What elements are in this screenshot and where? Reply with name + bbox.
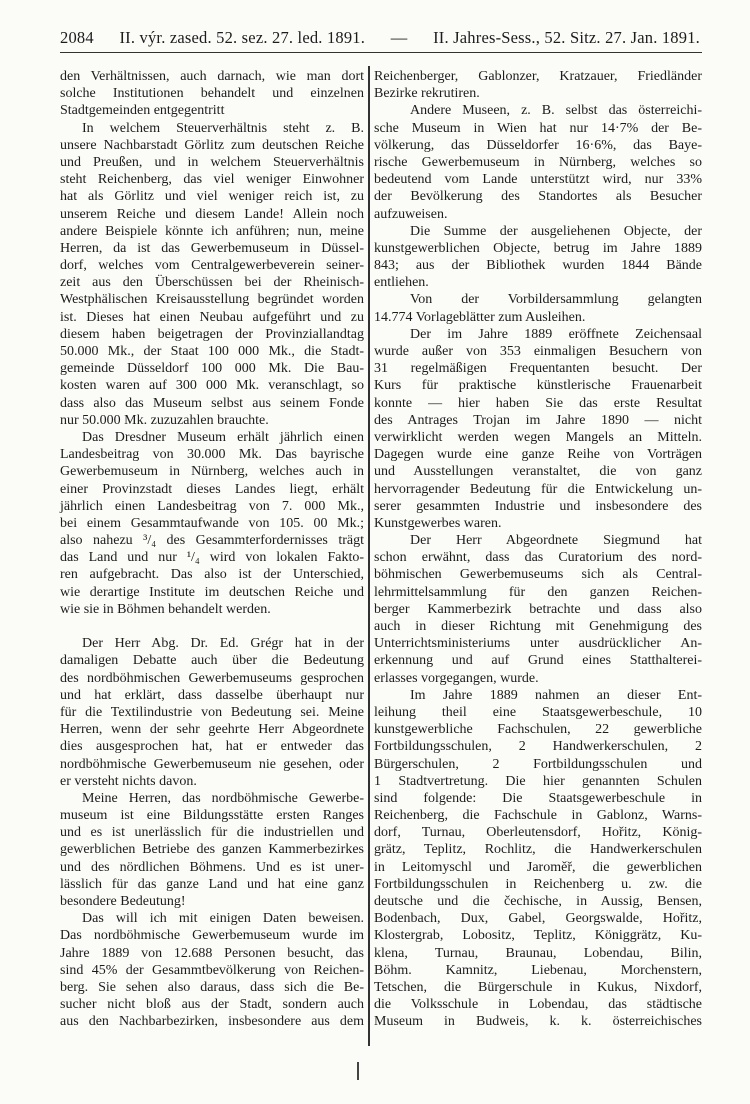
text-line: das Land und nur ¹/₄ wird von lokalen Fakto- [60, 550, 364, 566]
text-line: Fortbildungsschulen, 2 Handwerkerschulen, 2 [374, 739, 702, 755]
text-line: völkerung, das Düsseldorfer 16·6%, das Baye- [374, 137, 702, 153]
text-line: des Antrages Trojan im Jahre 1890 — nicht [374, 412, 702, 428]
paragraph [60, 120, 364, 429]
paragraph [60, 790, 364, 910]
text-line: erkennung und auf Grund eines Statthalterei- [374, 653, 702, 669]
print-mark [357, 1062, 359, 1080]
text-line: wurde außer von 353 einmaligen Besuchern von [374, 344, 702, 359]
text-line: dass also das Museum selbst aus seinem Fonde [60, 395, 364, 411]
text-line: leihung theil eine Staatsgewerbeschule, 10 [374, 704, 702, 720]
paragraph [374, 223, 702, 292]
text-line: Bürgerschulen, 2 Fortbildungsschulen und [374, 756, 702, 772]
text-line: Das will ich mit einigen Daten beweisen. [82, 911, 364, 927]
text-line: für die Textilindustrie von Bedeutung sei. Meine [60, 704, 364, 720]
running-header [60, 28, 700, 50]
text-line: hervorragender Bedeutung für die Entwickelung un- [374, 481, 702, 497]
text-line: jährlich einen Landesbeitrag von 7. 000 Mk., [60, 498, 364, 514]
text-line: Reichenberg, die Fachschule in Gablonz, Warns- [374, 808, 702, 824]
text-line: wie derartige Institute im deutschen Reiche und [60, 584, 364, 600]
header-rule [60, 52, 702, 53]
text-line: gewerblichen Betriebe des ganzen Kammerbezirkes [60, 842, 364, 858]
text-line: sche Museum in Wien hat nur 14·7% der Be- [374, 120, 702, 136]
text-line: und es ist unerlässlich für die industriellen und [60, 825, 364, 841]
text-line: Die Summe der ausgeliehenen Objecte, der [410, 223, 702, 239]
text-line: entliehen. [374, 275, 429, 291]
text-line: er versteht nichts davon. [60, 773, 197, 789]
text-line: Das nordböhmische Gewerbemuseum wurde im [60, 928, 364, 944]
paragraph [374, 326, 702, 532]
text-line: lehrmittelsammlung für den ganzen Reichen- [374, 584, 702, 600]
text-line: Der im Jahre 1889 eröffnete Zeichensaal [410, 326, 702, 342]
text-line: Kurs für praktische künstlerische Frauenarbeit [374, 378, 702, 394]
text-line: Dagegen wurde eine ganze Reihe von Vorträgen [374, 447, 702, 463]
paragraph [374, 532, 702, 687]
text-line: dies ausgesprochen hat, hat er entweder das [60, 739, 364, 755]
text-line: die Volksschule in Lobendau, das städtische [374, 997, 702, 1013]
text-line: kosten waren auf 300 000 Mk. veranschlagt, so [60, 378, 364, 394]
paragraph [374, 687, 702, 1031]
text-line: sind 45% der Gesammtbevölkerung von Reichen- [60, 962, 364, 978]
text-line: grätz, Teplitz, Rochlitz, die Handwerkerschulen [374, 842, 702, 858]
text-line: in Leitomyschl und Jaroměř, die gewerblichen [374, 859, 702, 875]
text-line: kunstgewerbliche Fachschulen, 22 gewerbliche [374, 722, 702, 738]
text-line: den Verhältnissen, auch darnach, wie man dort [60, 69, 364, 84]
text-line: Im Jahre 1889 nahmen an dieser Ent- [410, 687, 702, 703]
text-line: aufzuweisen. [374, 206, 448, 222]
text-line: Jahre 1889 von 12.688 Personen besucht, das [60, 945, 364, 961]
text-line: Fortbildungsschulen in Reichenberg u. zw. die [374, 876, 702, 892]
text-line: des nordböhmischen Gewerbemuseums gesprochen [60, 670, 364, 686]
text-line: Der Herr Abg. Dr. Ed. Grégr hat in der [82, 636, 364, 652]
text-line: 14.774 Vorlageblätter zum Ausleihen. [374, 309, 586, 325]
german-session-info: II. Jahres-Sess., 52. Sitz. 27. Jan. 1891. [433, 28, 700, 47]
text-line: serer gesammten Industrie und insbesondere des [374, 498, 702, 514]
text-line: auch in dieser Richtung mit Genehmigung des [374, 619, 702, 634]
page-number: 2084 [60, 28, 94, 47]
text-line: wie sie in Böhmen behandelt werden. [60, 601, 271, 617]
text-line: aus den Nachbarbezirken, insbesondere aus dem [60, 1014, 364, 1030]
text-line: deutsche und die čechische, in Aussig, Bensen, [374, 894, 702, 909]
paragraph [374, 68, 702, 102]
paragraph [60, 635, 364, 790]
text-line: ren aufgebracht. Das also ist der Unterschied, [60, 567, 364, 583]
text-line: Stadtgemeinden entgegentritt [60, 103, 225, 119]
text-line: verwirklicht werden wegen Mangels an Mitteln. [374, 429, 702, 445]
text-line: Von der Vorbildersammlung gelangten [410, 292, 702, 308]
text-line: unserem Reiche und diesem Lande! Allein noch [60, 206, 364, 222]
text-line: Tetschen, die Bürgerschule in Kukus, Nixdorf, [374, 979, 702, 995]
text-line: und Ausstellungen veranstaltet, die von ganz [374, 464, 702, 480]
text-line: Gewerbemuseum in Nürnberg, welches auch in [60, 464, 364, 480]
text-line: der Bevölkerung des Standortes als Besucher [374, 189, 702, 205]
text-line: hat als Görlitz und viel weniger reich ist, zu [60, 189, 364, 205]
text-line: Meine Herren, das nordböhmische Gewerbe- [82, 790, 364, 806]
text-line: museum ist eine Bildungsstätte ersten Ranges [60, 808, 364, 824]
text-line: Der Herr Abgeordnete Siegmund hat [410, 533, 702, 549]
text-line: nordböhmische Gewerbemuseum nie gesehen, oder [60, 756, 364, 772]
czech-session-info: II. výr. zased. 52. sez. 27. led. 1891. [119, 28, 366, 47]
text-line: dorf, welches vom Centralgewerbeverein seiner- [60, 258, 364, 274]
text-line: berger Kammerbezirk betrachte und dass also [374, 601, 702, 617]
text-line: zeit aus den Überschüssen bei der Rheinisch- [60, 275, 364, 291]
text-line: klena, Turnau, Braunau, Lobendau, Bilin, [374, 945, 702, 961]
text-line: bei einem Gesammtaufwande von 105. 00 Mk.; [60, 515, 364, 531]
text-line: 843; aus der Bibliothek wurden 1844 Bände [374, 258, 702, 274]
text-line: konnte — hier haben Sie das erste Resultat [374, 395, 702, 411]
text-line: 31 regelmäßigen Frequentanten besucht. Der [374, 361, 702, 377]
text-line: 1 Stadtvertretung. Die hier genannten Schulen [374, 773, 702, 789]
text-line: unsere Nachbarstadt Görlitz zum deutschen Reiche [60, 137, 364, 153]
text-line: einer Provinzstadt dieses Landes liegt, erhält [60, 481, 364, 497]
text-line: In welchem Steuerverhältnis steht z. B. [82, 120, 364, 136]
text-line: und Preußen, und in welchem Steuerverhältnis [60, 154, 364, 170]
text-line: schon erwähnt, dass das Curatorium des nord- [374, 550, 702, 566]
text-line: Unterrichtsministeriums unter ausdrücklicher An- [374, 636, 702, 652]
text-line: andere Beispiele könnte ich anführen; nun, meine [60, 223, 364, 239]
text-line: lässlich für das ganze Land und hat eine ganz [60, 876, 364, 892]
text-line: diesem haben beigetragen der Provinziallandtag [60, 326, 364, 342]
text-line: also nahezu ³/₄ des Gesammterfordernisses trägt [60, 533, 364, 549]
text-line: böhmischen Gewerbemuseums sich als Central- [374, 567, 702, 583]
text-line: besondere Bedeutung! [60, 894, 186, 909]
text-line: kunstgewerblichen Objecte, betrug im Jahre 1889 [374, 240, 702, 256]
paragraph [374, 102, 702, 222]
text-line: Westphälischen Kreisausstellung begründet worden [60, 292, 364, 308]
text-line: Bezirke rekrutiren. [374, 86, 480, 102]
text-line: damaligen Debatte auch über die Bedeutung [60, 653, 364, 669]
text-line: und des nördlichen Böhmens. Und es ist uner- [60, 859, 364, 875]
text-line: sind folgende: Die Staatsgewerbeschule in [374, 790, 702, 806]
text-line: Landesbeitrag von 30.000 Mk. Das bayrische [60, 447, 364, 463]
text-line: berg. Sie sehen also daraus, dass sich die Be- [60, 979, 364, 995]
text-line: Reichenberger, Gablonzer, Kratzauer, Friedländer [374, 69, 702, 84]
text-line: Das Dresdner Museum erhält jährlich einen [82, 429, 364, 445]
column-divider [368, 66, 370, 1046]
text-line: Andere Museen, z. B. selbst das österreichi- [410, 103, 702, 119]
text-line: Bodenbach, Dux, Gabel, Georgswalde, Hořitz, [374, 911, 702, 927]
text-line: ist. Dieses hat einen Neubau aufgeführt und zu [60, 309, 364, 325]
text-line: Böhm. Kamnitz, Liebenau, Morchenstern, [374, 962, 702, 978]
left-column [60, 68, 364, 1031]
text-line: Herren, da ist das Gewerbemuseum in Düssel- [60, 240, 364, 256]
paragraph [60, 429, 364, 618]
paragraph [374, 291, 702, 325]
text-line: bedeutend vom Lande unterstützt wird, nur 33% [374, 172, 702, 188]
text-line: Klostergrab, Lobositz, Teplitz, Königgrätz, Ku- [374, 928, 702, 944]
text-line: und hat erklärt, dass dasselbe überhaupt nur [60, 687, 364, 703]
text-line: Kunstgewerbes waren. [374, 515, 502, 531]
text-line: Herren, wenn der sehr geehrte Herr Abgeordnete [60, 722, 364, 738]
text-line: sucher nicht bloß aus der Stadt, sondern auch [60, 997, 364, 1013]
header-dash: — [390, 28, 408, 47]
right-column [374, 68, 702, 1031]
text-line: nur 50.000 Mk. zuzuzahlen brauchte. [60, 412, 269, 428]
text-line: dorf, Turnau, Oberleutensdorf, Hořitz, König- [374, 825, 702, 841]
text-line: gemeinde Düsseldorf 100 000 Mk. Die Bau- [60, 361, 364, 377]
text-line: Museum in Budweis, k. k. österreichisches [374, 1014, 702, 1030]
text-line: rische Gewerbemuseum in Nürnberg, welches so [374, 154, 702, 170]
text-line: solche Institutionen behandelt und einzelnen [60, 86, 364, 102]
text-line: erlasses vorgegangen, wurde. [374, 670, 539, 686]
paragraph [60, 68, 364, 120]
text-line: 50.000 Mk., der Staat 100 000 Mk., die Stadt- [60, 344, 364, 359]
text-line: steht Reichenberg, das viel weniger Einwohner [60, 172, 364, 188]
paragraph [60, 910, 364, 1030]
